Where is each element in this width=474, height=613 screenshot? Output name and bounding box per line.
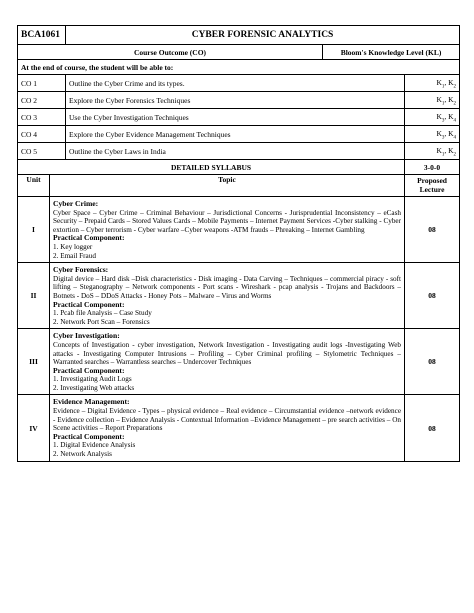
unit-column-header: Unit (18, 175, 50, 197)
practical-item: 1. Pcab file Analysis – Case Study (53, 309, 152, 318)
co-kl (405, 75, 460, 92)
syllabus-column-header-row (18, 175, 460, 197)
unit-body: Digital device – Hard disk –Disk characteristics - Disk imaging - Data Carving – Techniques – commercial piracy - soft lifting – Steganography – Network components - Port scans - Wireshark - pcap analysis - Trojans and Backdoors – Botnets - DoS – DDoS Attacks - Honey Pots – Malware – Virus and Worms (53, 274, 402, 300)
unit-number: III (18, 329, 50, 395)
header-row (18, 26, 460, 45)
co-text: Explore the Cyber Evidence Management Techniques (66, 126, 405, 143)
kl-letter-a: K (436, 78, 442, 88)
syllabus-sheet (17, 25, 459, 462)
unit-number: II (18, 263, 50, 329)
practical-item: 2. Network Analysis (53, 450, 112, 459)
kl-sub-a: 3 (441, 118, 445, 124)
kl-column-header: Bloom's Knowledge Level (KL) (323, 45, 460, 60)
kl-letter-a: K (436, 95, 442, 105)
unit-lectures: 08 (405, 329, 460, 395)
unit-heading: Cyber Crime: (53, 199, 99, 208)
unit-lectures: 08 (405, 395, 460, 461)
kl-letter-b: K (448, 112, 454, 122)
unit-topic (50, 329, 405, 395)
kl-sep: , (444, 78, 449, 88)
kl-letter-b: K (448, 95, 454, 105)
kl-letter-a: K (436, 112, 442, 122)
co-text: Explore the Cyber Forensics Techniques (66, 92, 405, 109)
co-id: CO 1 (18, 75, 66, 92)
co-text: Use the Cyber Investigation Techniques (66, 109, 405, 126)
kl-sub-b: 4 (453, 118, 457, 124)
unit-body: Concepts of Investigation - cyber investigation, Network Investigation - Investigating audit logs -Investigating Web attacks - Investigating Computer Intrusions – Profiling – Cyber Criminal profiling – Stylometric Techniques – Warranted searches – Warrantless searches – Undercover Techniques (53, 340, 402, 367)
co-row (18, 92, 460, 109)
syllabus-heading: DETAILED SYLLABUS (18, 160, 405, 175)
practical-item: 2. Investigating Web attacks (53, 383, 135, 392)
kl-letter-b: K (448, 78, 454, 88)
co-header-row (18, 45, 460, 60)
course-code: BCA1061 (18, 26, 66, 45)
co-kl (405, 109, 460, 126)
co-text: Outline the Cyber Crime and its types. (66, 75, 405, 92)
kl-sub-b: 4 (453, 135, 457, 141)
unit-number: IV (18, 395, 50, 461)
unit-topic (50, 263, 405, 329)
co-kl (405, 126, 460, 143)
kl-sep: , (444, 95, 449, 105)
unit-row (18, 329, 460, 395)
kl-letter-b: K (448, 146, 454, 156)
unit-body: Cyber Space – Cyber Crime – Criminal Behaviour – Jurisdictional Concerns - Jurisprudential Inconsistency – eCash Security – Prepaid Cards – Stored Values Cards – Mobile Payments – Internet Payment Services -Cyber stalking - Cyber extortion – Cyber terrorism - Cyber warfare –Cyber weapons -ATM frauds – Phreaking – Internet Gambling (53, 208, 402, 234)
co-id: CO 4 (18, 126, 66, 143)
kl-sep: , (444, 146, 449, 156)
unit-topic (50, 197, 405, 263)
practical-heading: Practical Component: (53, 431, 125, 441)
outcome-column-header: Course Outcome (CO) (18, 45, 323, 60)
kl-sep: , (444, 129, 449, 139)
co-rows (18, 75, 460, 160)
unit-heading: Cyber Investigation: (53, 331, 120, 341)
syllabus-heading-row (18, 160, 460, 175)
kl-sub-a: 1 (441, 101, 445, 107)
co-row (18, 143, 460, 160)
unit-row (18, 395, 460, 461)
practical-heading: Practical Component: (53, 299, 125, 309)
unit-lectures: 08 (405, 197, 460, 263)
co-row (18, 126, 460, 143)
practical-item: 1. Digital Evidence Analysis (53, 441, 136, 450)
practical-item: 1. Key logger (53, 242, 93, 251)
kl-sub-a: 3 (441, 135, 445, 141)
kl-sub-a: 1 (441, 84, 445, 90)
kl-sub-b: 2 (453, 84, 457, 90)
unit-row (18, 263, 460, 329)
co-intro-row (18, 60, 460, 75)
kl-sub-b: 2 (453, 101, 457, 107)
practical-item: 2. Network Port Scan – Forensics (53, 317, 150, 326)
unit-heading: Evidence Management: (53, 397, 130, 407)
course-outcome-table (17, 25, 460, 160)
unit-body: Evidence – Digital Evidence - Types – physical evidence – Real evidence – Circumstantial evidence –network evidence - Evidence collection – Evidence Analysis - Contextual Information –Evidence Management – pre search activities – On Scene activities – Report Preparations (53, 407, 402, 433)
practical-heading: Practical Component: (53, 233, 125, 243)
ltp-value: 3-0-0 (405, 160, 460, 175)
co-row (18, 75, 460, 92)
practical-item: 1. Investigating Audit Logs (53, 375, 132, 384)
practical-item: 2. Email Fraud (53, 251, 96, 260)
syllabus-table (17, 159, 460, 462)
unit-rows (18, 197, 460, 462)
kl-sep: , (444, 112, 449, 122)
co-text: Outline the Cyber Laws in India (66, 143, 405, 160)
lecture-column-header: Proposed Lecture (405, 175, 460, 197)
course-title: CYBER FORENSIC ANALYTICS (66, 26, 460, 45)
practical-heading: Practical Component: (53, 365, 125, 375)
kl-sub-a: 1 (441, 152, 445, 158)
kl-letter-b: K (448, 129, 454, 139)
co-id: CO 3 (18, 109, 66, 126)
co-id: CO 5 (18, 143, 66, 160)
unit-heading: Cyber Forensics: (53, 265, 109, 275)
unit-row (18, 197, 460, 263)
kl-letter-a: K (436, 146, 442, 156)
unit-topic (50, 395, 405, 461)
co-id: CO 2 (18, 92, 66, 109)
co-kl (405, 92, 460, 109)
co-intro-text: At the end of course, the student will be able to: (18, 60, 460, 75)
kl-letter-a: K (436, 129, 442, 139)
co-row (18, 109, 460, 126)
co-kl (405, 143, 460, 160)
unit-lectures: 08 (405, 263, 460, 329)
unit-number: I (18, 197, 50, 263)
topic-column-header: Topic (50, 175, 405, 197)
kl-sub-b: 2 (453, 152, 457, 158)
